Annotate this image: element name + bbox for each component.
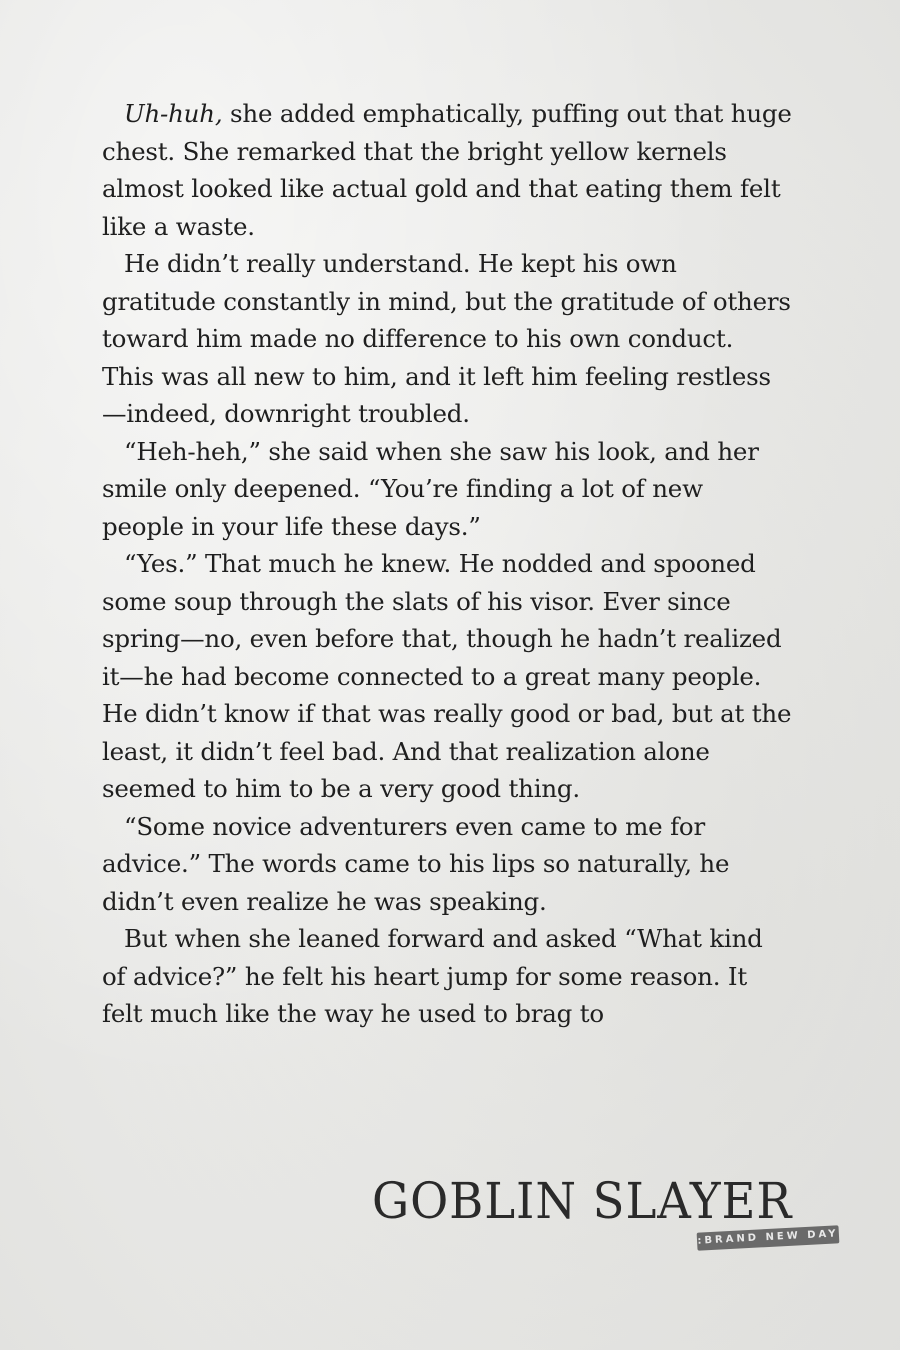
- paragraph-text: “Heh-heh,” she said when she saw his look, and her smile only deepened. “You’re finding a lot of new people in your life these days.”: [102, 436, 759, 541]
- italic-lead: Uh-huh,: [124, 99, 223, 128]
- paragraph-text: she added emphatically, puffing out that huge chest. She remarked that the bright yellow kernels almost looked like actual gold and that eating them felt like a waste.: [102, 99, 792, 241]
- body-text: [102, 95, 792, 1033]
- paragraph-text: “Some novice adventurers even came to me for advice.” The words came to his lips so naturally, he didn’t even realize he was speaking.: [102, 811, 730, 916]
- series-logo: [372, 1165, 842, 1265]
- paragraph: [102, 245, 792, 433]
- logo-title: GOBLIN SLAYER: [372, 1172, 793, 1230]
- paragraph: [102, 808, 792, 921]
- paragraph: [102, 95, 792, 245]
- paragraph: [102, 920, 792, 1033]
- paragraph: [102, 433, 792, 546]
- paragraph: [102, 545, 792, 808]
- logo-subtitle: :BRAND NEW DAY: [697, 1228, 839, 1247]
- paragraph-text: But when she leaned forward and asked “What kind of advice?” he felt his heart jump for some reason. It felt much like the way he used to brag to: [102, 924, 763, 1028]
- paragraph-text: “Yes.” That much he knew. He nodded and spooned some soup through the slats of his visor. Ever since spring—no, even before that, though he hadn’t realized it—he had become connected to a great many people. He didn’t know if that was really good or bad, but at the least, it didn’t feel bad. And that realization alone seemed to him to be a very good thing.: [102, 549, 792, 803]
- paragraph-text: He didn’t really understand. He kept his own gratitude constantly in mind, but the gratitude of others toward him made no difference to his own conduct. This was all new to him, and it left him feeling restless—indeed, downright troubled.: [102, 249, 791, 428]
